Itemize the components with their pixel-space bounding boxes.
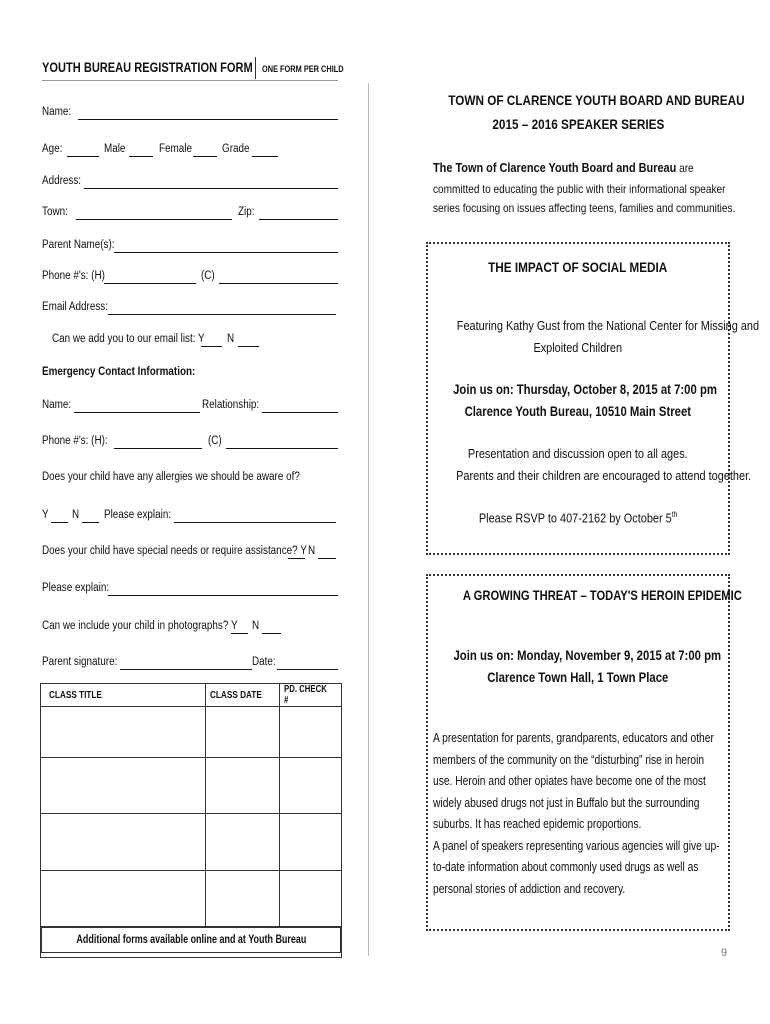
event-1-featuring-2-wrap (428, 340, 728, 355)
intro-are: are (676, 161, 694, 175)
event-2-description (433, 727, 770, 899)
email-list-label: Can we add you to our email list: Y (52, 333, 205, 345)
parent-names-field[interactable] (114, 252, 338, 253)
event-2-when-wrap (428, 648, 728, 663)
additional-forms-text-wrap (41, 934, 341, 946)
series-title-2-wrap (420, 116, 736, 132)
em-phone-label: Phone #'s: (H): (42, 435, 108, 447)
special-needs-question: Does your child have special needs or require assistance? Y (42, 545, 307, 557)
form-title: YOUTH BUREAU REGISTRATION FORM (42, 60, 253, 75)
town-field[interactable] (76, 219, 232, 220)
title-divider (255, 57, 256, 79)
event-1-featuring-1-wrap (428, 318, 760, 333)
check-cell[interactable] (280, 814, 342, 871)
male-label: Male (104, 143, 126, 155)
email-list-no-label: N (227, 333, 235, 345)
class-date-header: CLASS DATE (206, 684, 280, 707)
allergies-no-field[interactable] (82, 522, 99, 523)
phone-label: Phone #'s: (H) (42, 270, 105, 282)
special-needs-n-label: N (308, 545, 316, 557)
email-field[interactable] (108, 314, 336, 315)
class-date-cell[interactable] (206, 814, 280, 871)
series-title-1: TOWN OF CLARENCE YOUTH BOARD AND BUREAU (448, 92, 745, 108)
table-row (41, 871, 342, 927)
intro-line-2: committed to educating the public with their informational speaker (433, 182, 726, 196)
class-title-cell[interactable] (41, 758, 206, 814)
class-title-cell[interactable] (41, 814, 206, 871)
event-1-where-wrap (428, 404, 728, 419)
address-field[interactable] (84, 188, 338, 189)
photos-question: Can we include your child in photographs? Y (42, 620, 238, 632)
emergency-heading: Emergency Contact Information: (42, 366, 196, 378)
event-1-desc-1-wrap (428, 446, 728, 461)
event-2-desc-line: A presentation for parents, grandparents, educators and other (433, 730, 714, 745)
zip-field[interactable] (259, 219, 338, 220)
email-label: Email Address: (42, 301, 108, 313)
email-list-no-field[interactable] (238, 346, 259, 347)
class-title-cell[interactable] (41, 707, 206, 758)
series-title-1-wrap (420, 92, 745, 108)
male-field[interactable] (129, 156, 153, 157)
event-2-desc-line: personal stories of addiction and recovery. (433, 880, 626, 896)
photos-no-field[interactable] (262, 633, 281, 634)
event-1-rsvp: Please RSVP to 407-2162 by October 5th (478, 510, 678, 526)
em-cell-phone-field[interactable] (226, 448, 338, 449)
event-2-where-wrap (428, 670, 728, 685)
event-1-desc-2-wrap (428, 468, 752, 483)
rsvp-superscript: th (671, 510, 678, 519)
intro-line-3: series focusing on issues affecting teens, families and communities. (433, 201, 736, 215)
em-cell-label: (C) (208, 435, 222, 447)
event-2-desc-line: suburbs. It has reached epidemic proportions. (433, 816, 642, 831)
town-label: Town: (42, 206, 68, 218)
event-1-featuring-1: Featuring Kathy Gust from the National Center for Missing and (456, 318, 760, 333)
event-1-desc-2: Parents and their children are encouraged to attend together. (456, 468, 752, 483)
please-explain-field[interactable] (108, 595, 338, 596)
allergies-explain-field[interactable] (174, 522, 336, 523)
class-title-cell[interactable] (41, 871, 206, 927)
intro-line-1 (433, 160, 694, 175)
please-explain-label: Please explain: (42, 582, 110, 594)
check-number-header: PD. CHECK # (280, 684, 342, 707)
em-name-label: Name: (42, 399, 72, 411)
check-cell[interactable] (280, 758, 342, 814)
photos-n-label: N (252, 620, 260, 632)
event-1-when-wrap (428, 382, 728, 397)
class-date-cell[interactable] (206, 758, 280, 814)
event-1-title-wrap (428, 259, 728, 275)
event-2-title-wrap (428, 587, 742, 603)
grade-label: Grade (222, 143, 250, 155)
cell-label: (C) (201, 270, 215, 282)
age-field[interactable] (67, 156, 99, 157)
event-1-box (426, 242, 760, 555)
allergies-y-label: Y (42, 509, 49, 521)
name-label: Name: (42, 106, 72, 118)
event-2-desc-line: members of the community on the “disturbing” rise in heroin (433, 751, 705, 767)
allergies-n-label: N (72, 509, 80, 521)
event-2-when: Join us on: Monday, November 9, 2015 at 7:00 pm (453, 648, 722, 663)
table-row (41, 758, 342, 814)
relationship-label: Relationship: (202, 399, 260, 411)
relationship-field[interactable] (262, 412, 338, 413)
intro-bold: The Town of Clarence Youth Board and Bureau (433, 160, 677, 175)
class-date-cell[interactable] (206, 707, 280, 758)
page-number: 9 (721, 947, 728, 959)
photos-yes-field[interactable] (231, 633, 248, 634)
event-1-rsvp-wrap (428, 510, 728, 525)
parent-names-label: Parent Name(s): (42, 239, 115, 251)
event-1-featuring-2: Exploited Children (533, 340, 623, 355)
series-title-2: 2015 – 2016 SPEAKER SERIES (492, 116, 664, 132)
cell-phone-field[interactable] (219, 283, 338, 284)
em-name-field[interactable] (74, 412, 200, 413)
event-2-title: A GROWING THREAT – TODAY'S HEROIN EPIDEMIC (462, 587, 742, 603)
class-date-cell[interactable] (206, 871, 280, 927)
class-table (40, 683, 342, 927)
event-2-desc-line: A panel of speakers representing various agencies will give up- (433, 837, 720, 853)
additional-forms-box (40, 924, 342, 958)
event-2-box (426, 574, 742, 931)
class-table-header (41, 684, 342, 707)
table-row (41, 814, 342, 871)
column-divider (368, 83, 369, 956)
event-1-where: Clarence Youth Bureau, 10510 Main Street (464, 404, 692, 419)
date-label: Date: (252, 656, 276, 668)
age-label: Age: (42, 143, 63, 155)
home-phone-field[interactable] (104, 283, 196, 284)
special-needs-no-field[interactable] (318, 558, 336, 559)
event-2-desc-line: widely abused drugs not just in Buffalo but the surrounding (433, 794, 700, 810)
zip-label: Zip: (238, 206, 255, 218)
check-cell[interactable] (280, 707, 342, 758)
signature-field[interactable] (120, 669, 252, 670)
allergies-question: Does your child have any allergies we should be aware of? (42, 471, 300, 483)
event-2-desc-line: use. Heroin and other opiates have become one of the most (433, 773, 706, 788)
event-1-title: THE IMPACT OF SOCIAL MEDIA (488, 259, 668, 275)
event-2-desc-line: to-date information about commonly used drugs as well as (433, 859, 699, 874)
event-2-where: Clarence Town Hall, 1 Town Place (487, 670, 669, 685)
female-field[interactable] (193, 156, 217, 157)
form-subtitle: ONE FORM PER CHILD (262, 64, 344, 74)
date-field[interactable] (277, 669, 338, 670)
event-1-desc-1: Presentation and discussion open to all ages. (468, 446, 688, 461)
special-needs-yes-field[interactable] (288, 558, 305, 559)
address-label: Address: (42, 175, 82, 187)
allergies-explain-label: Please explain: (104, 509, 172, 521)
class-title-header: CLASS TITLE (41, 684, 206, 707)
allergies-yes-field[interactable] (51, 522, 68, 523)
event-1-when: Join us on: Thursday, October 8, 2015 at 7:00 pm (453, 382, 717, 397)
check-cell[interactable] (280, 871, 342, 927)
female-label: Female (159, 143, 192, 155)
em-home-phone-field[interactable] (114, 448, 202, 449)
title-underline (42, 80, 338, 81)
email-list-yes-field[interactable] (201, 346, 222, 347)
grade-field[interactable] (252, 156, 278, 157)
table-row (41, 707, 342, 758)
additional-forms-text: Additional forms available online and at Youth Bureau (76, 934, 306, 946)
signature-label: Parent signature: (42, 656, 118, 668)
name-field[interactable] (78, 119, 338, 120)
